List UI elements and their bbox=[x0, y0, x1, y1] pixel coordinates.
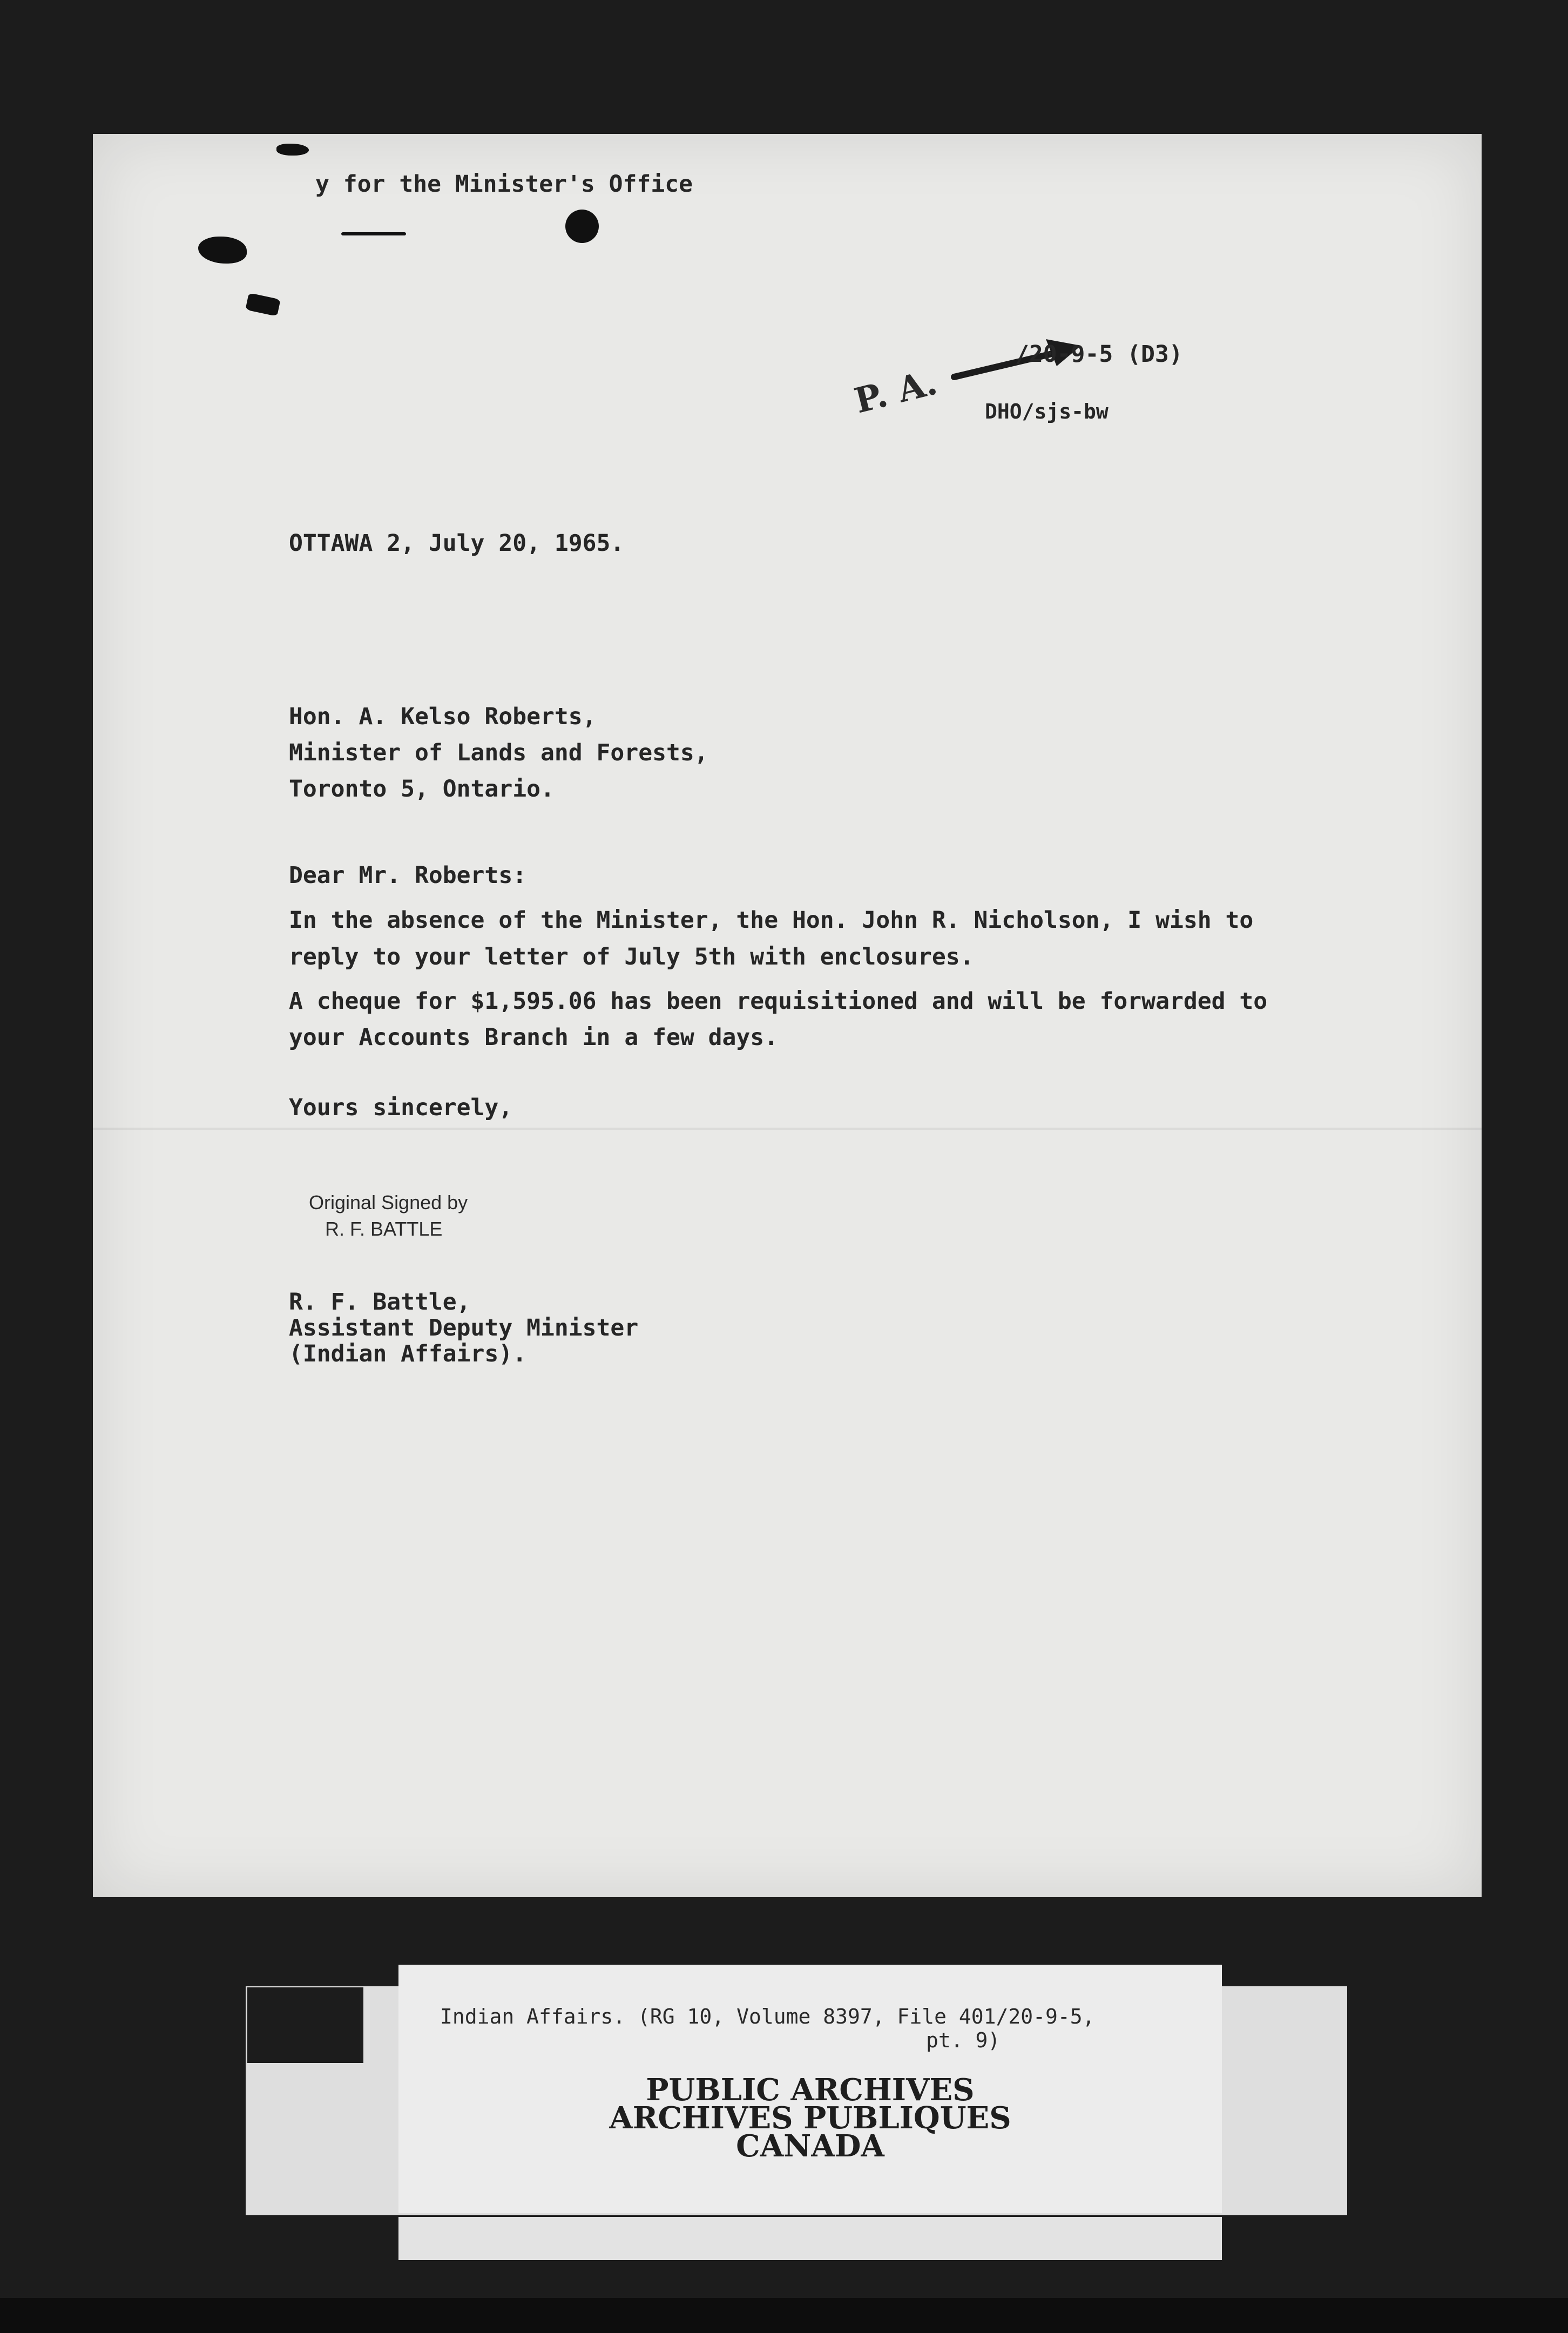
signatory-line: Assistant Deputy Minister bbox=[289, 1314, 639, 1341]
signature-stamp-line: R. F. BATTLE bbox=[325, 1217, 443, 1240]
address-line: Hon. A. Kelso Roberts, bbox=[289, 703, 597, 730]
ink-dash bbox=[341, 232, 406, 235]
header-note: y for the Minister's Office bbox=[315, 171, 693, 198]
date-line: OTTAWA 2, July 20, 1965. bbox=[289, 530, 625, 557]
film-frame-edge bbox=[0, 2298, 1568, 2333]
paragraph-line: In the absence of the Minister, the Hon. John R. Nicholson, I wish to bbox=[289, 907, 1254, 934]
ink-blot bbox=[276, 144, 309, 156]
signatory-line: R. F. Battle, bbox=[289, 1289, 471, 1316]
file-reference: /20-9-5 (D3) bbox=[1015, 341, 1183, 368]
closing: Yours sincerely, bbox=[289, 1094, 513, 1121]
address-line: Minister of Lands and Forests, bbox=[289, 739, 708, 766]
archive-label-strip bbox=[398, 2217, 1222, 2260]
archive-institution: CANADA bbox=[736, 2128, 884, 2164]
ink-blot bbox=[198, 237, 247, 264]
salutation: Dear Mr. Roberts: bbox=[289, 862, 527, 889]
signature-stamp-line: Original Signed by bbox=[309, 1191, 468, 1213]
ink-blot bbox=[245, 293, 280, 316]
archive-institution: PUBLIC ARCHIVES bbox=[646, 2072, 975, 2108]
paragraph-line: reply to your letter of July 5th with enclosures. bbox=[289, 943, 974, 970]
letter-page bbox=[93, 134, 1482, 1897]
archive-label-notch bbox=[247, 1987, 363, 2063]
ink-blot bbox=[565, 210, 599, 243]
typist-initials: DHO/sjs-bw bbox=[985, 400, 1109, 423]
address-line: Toronto 5, Ontario. bbox=[289, 776, 555, 803]
paragraph-line: A cheque for $1,595.06 has been requisitioned and will be forwarded to bbox=[289, 988, 1268, 1015]
archive-reference: Indian Affairs. (RG 10, Volume 8397, File 401/20-9-5, bbox=[440, 2005, 1095, 2028]
handwritten-mark: P. A. bbox=[850, 362, 941, 422]
paragraph-line: your Accounts Branch in a few days. bbox=[289, 1024, 779, 1051]
paper-fold bbox=[93, 1128, 1482, 1130]
archive-institution: ARCHIVES PUBLIQUES bbox=[609, 2100, 1011, 2136]
archive-reference: pt. 9) bbox=[926, 2028, 1001, 2052]
signatory-line: (Indian Affairs). bbox=[289, 1340, 527, 1367]
signature-stamp bbox=[309, 1190, 468, 1242]
